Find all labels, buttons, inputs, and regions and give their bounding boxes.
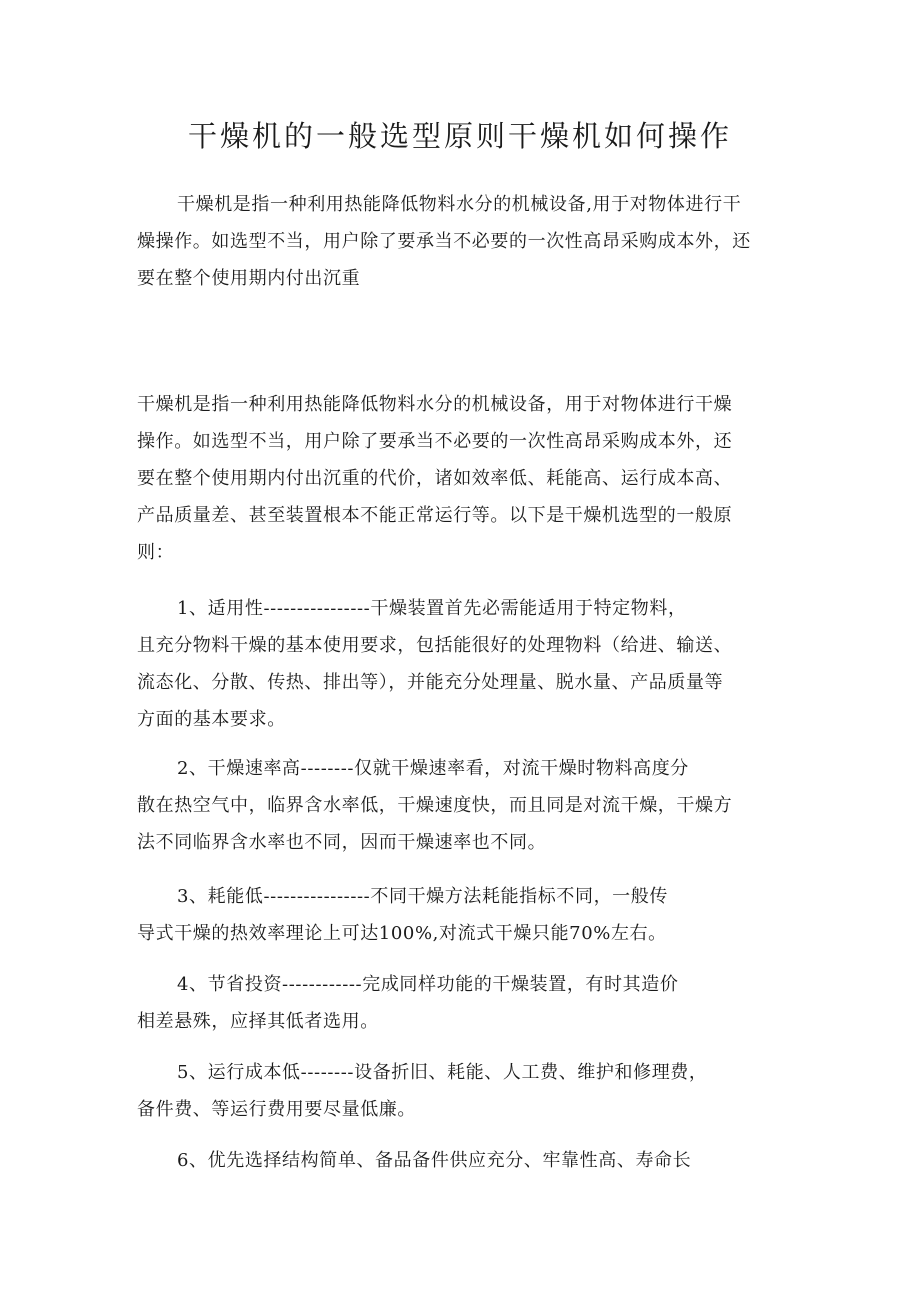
principle-item-investment xyxy=(137,966,797,1040)
principle-item-drying-rate xyxy=(137,750,797,861)
principle-line: 6、优先选择结构简单、备品备件供应充分、牢靠性高、寿命长 xyxy=(177,1150,692,1171)
principle-line: 且充分物料干燥的基本使用要求，包括能很好的处理物料（给进、输送、 xyxy=(137,635,733,656)
principle-line: 方面的基本要求。 xyxy=(137,709,286,730)
principle-item-operating-cost xyxy=(137,1054,797,1128)
principle-line: 2、干燥速率高--------仅就干燥速率看，对流干燥时物料高度分 xyxy=(177,758,689,779)
intro-line: 燥操作。如选型不当，用户除了要承当不必要的一次性高昂采购成本外，还 xyxy=(137,231,751,252)
overview-line: 产品质量差、甚至装置根本不能正常运行等。以下是干燥机选型的一般原 xyxy=(137,505,733,526)
principle-line: 备件费、等运行费用要尽量低廉。 xyxy=(137,1099,416,1120)
principle-line: 5、运行成本低--------设备折旧、耗能、人工费、维护和修理费， xyxy=(177,1062,708,1083)
principle-line: 导式干燥的热效率理论上可达100%,对流式干燥只能70%左右。 xyxy=(137,923,667,944)
overview-line: 干燥机是指一种利用热能降低物料水分的机械设备，用于对物体进行干燥 xyxy=(137,394,733,415)
principle-line: 法不同临界含水率也不同，因而干燥速率也不同。 xyxy=(137,832,547,853)
principle-line: 3、耗能低----------------不同干燥方法耗能指标不同，一般传 xyxy=(177,886,668,907)
overview-line: 则： xyxy=(137,542,175,563)
intro-line: 干燥机是指一种利用热能降低物料水分的机械设备,用于对物体进行干 xyxy=(177,194,742,215)
intro-line: 要在整个使用期内付出沉重 xyxy=(137,268,361,289)
principle-line: 流态化、分散、传热、排出等），并能充分处理量、脱水量、产品质量等 xyxy=(137,672,724,693)
overview-line: 要在整个使用期内付出沉重的代价，诸如效率低、耗能高、运行成本高、 xyxy=(137,468,733,489)
principle-line: 4、节省投资------------完成同样功能的干燥装置，有时其造价 xyxy=(177,974,679,995)
principle-line: 散在热空气中，临界含水率低，干燥速度快，而且同是对流干燥，干燥方 xyxy=(137,795,733,816)
principle-item-structure xyxy=(137,1142,797,1179)
principle-line: 1、适用性----------------干燥装置首先必需能适用于特定物料， xyxy=(177,598,687,619)
principle-item-energy xyxy=(137,878,797,952)
principle-item-suitability xyxy=(137,590,797,738)
intro-paragraph xyxy=(137,186,797,297)
overview-line: 操作。如选型不当，用户除了要承当不必要的一次性高昂采购成本外，还 xyxy=(137,431,733,452)
document-title: 干燥机的一般选型原则干燥机如何操作 xyxy=(187,119,732,153)
principle-line: 相差悬殊，应择其低者选用。 xyxy=(137,1011,379,1032)
overview-paragraph xyxy=(137,386,797,571)
